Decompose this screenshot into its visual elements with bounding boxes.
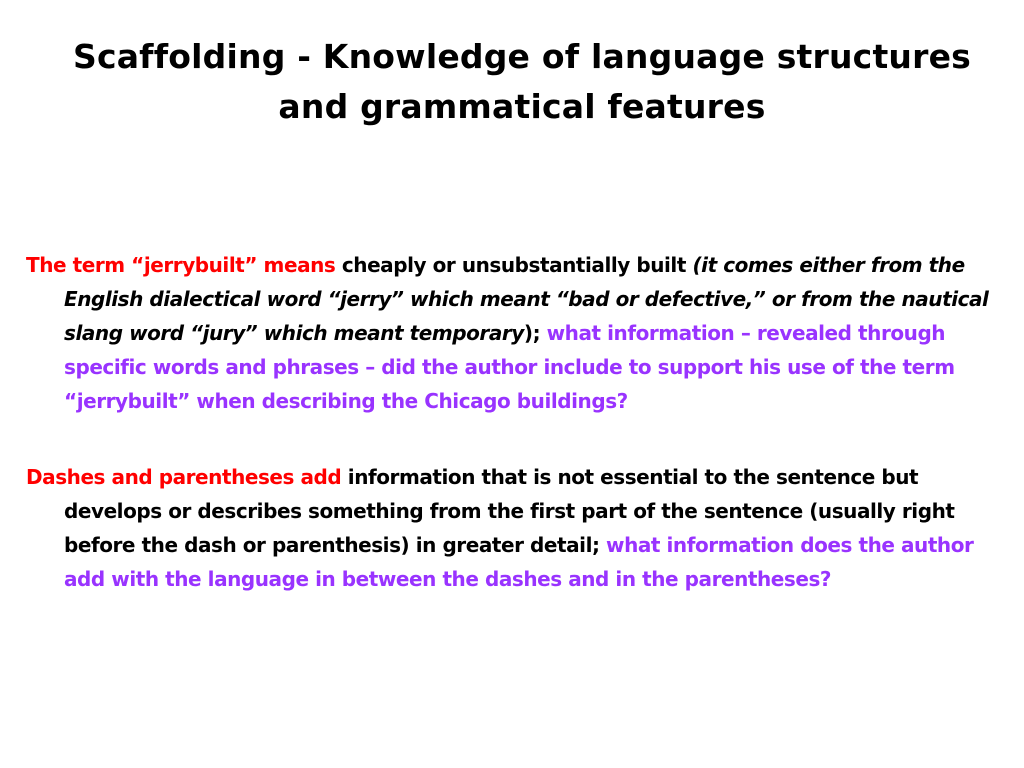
dashes-intro: Dashes and parentheses add — [26, 465, 342, 489]
dashes-explanation: information that is not essential to the sentence but develops or describes something from the first part of the sentence (usually right before the dash or parenthesis) in greater detail; — [64, 465, 955, 557]
paragraph-2-text — [26, 460, 1000, 596]
definition-text: cheaply or unsubstantially built — [335, 253, 693, 277]
title-line-2: and grammatical features — [278, 87, 766, 126]
dashes-question: what information does the author add with the language in between the dashes and in the parentheses? — [64, 533, 974, 591]
slide-title — [40, 32, 1004, 132]
question-text: what information – revealed through specific words and phrases – did the author include to support his use of the term “jerrybuilt” when describing the Chicago buildings? — [64, 321, 955, 413]
paragraph-jerrybuilt — [26, 248, 1000, 418]
etymology-note: (it comes either from the English dialectical word “jerry” which meant “bad or defective,” or from the nautical slang word “jury” which meant temporary — [64, 253, 989, 345]
paragraph-dashes — [26, 460, 1000, 596]
closing-paren: ); — [523, 321, 541, 345]
paragraph-1-text — [26, 248, 1000, 418]
term-intro: The term “jerrybuilt” means — [26, 253, 336, 277]
title-line-1: Scaffolding - Knowledge of language structures — [72, 37, 972, 76]
